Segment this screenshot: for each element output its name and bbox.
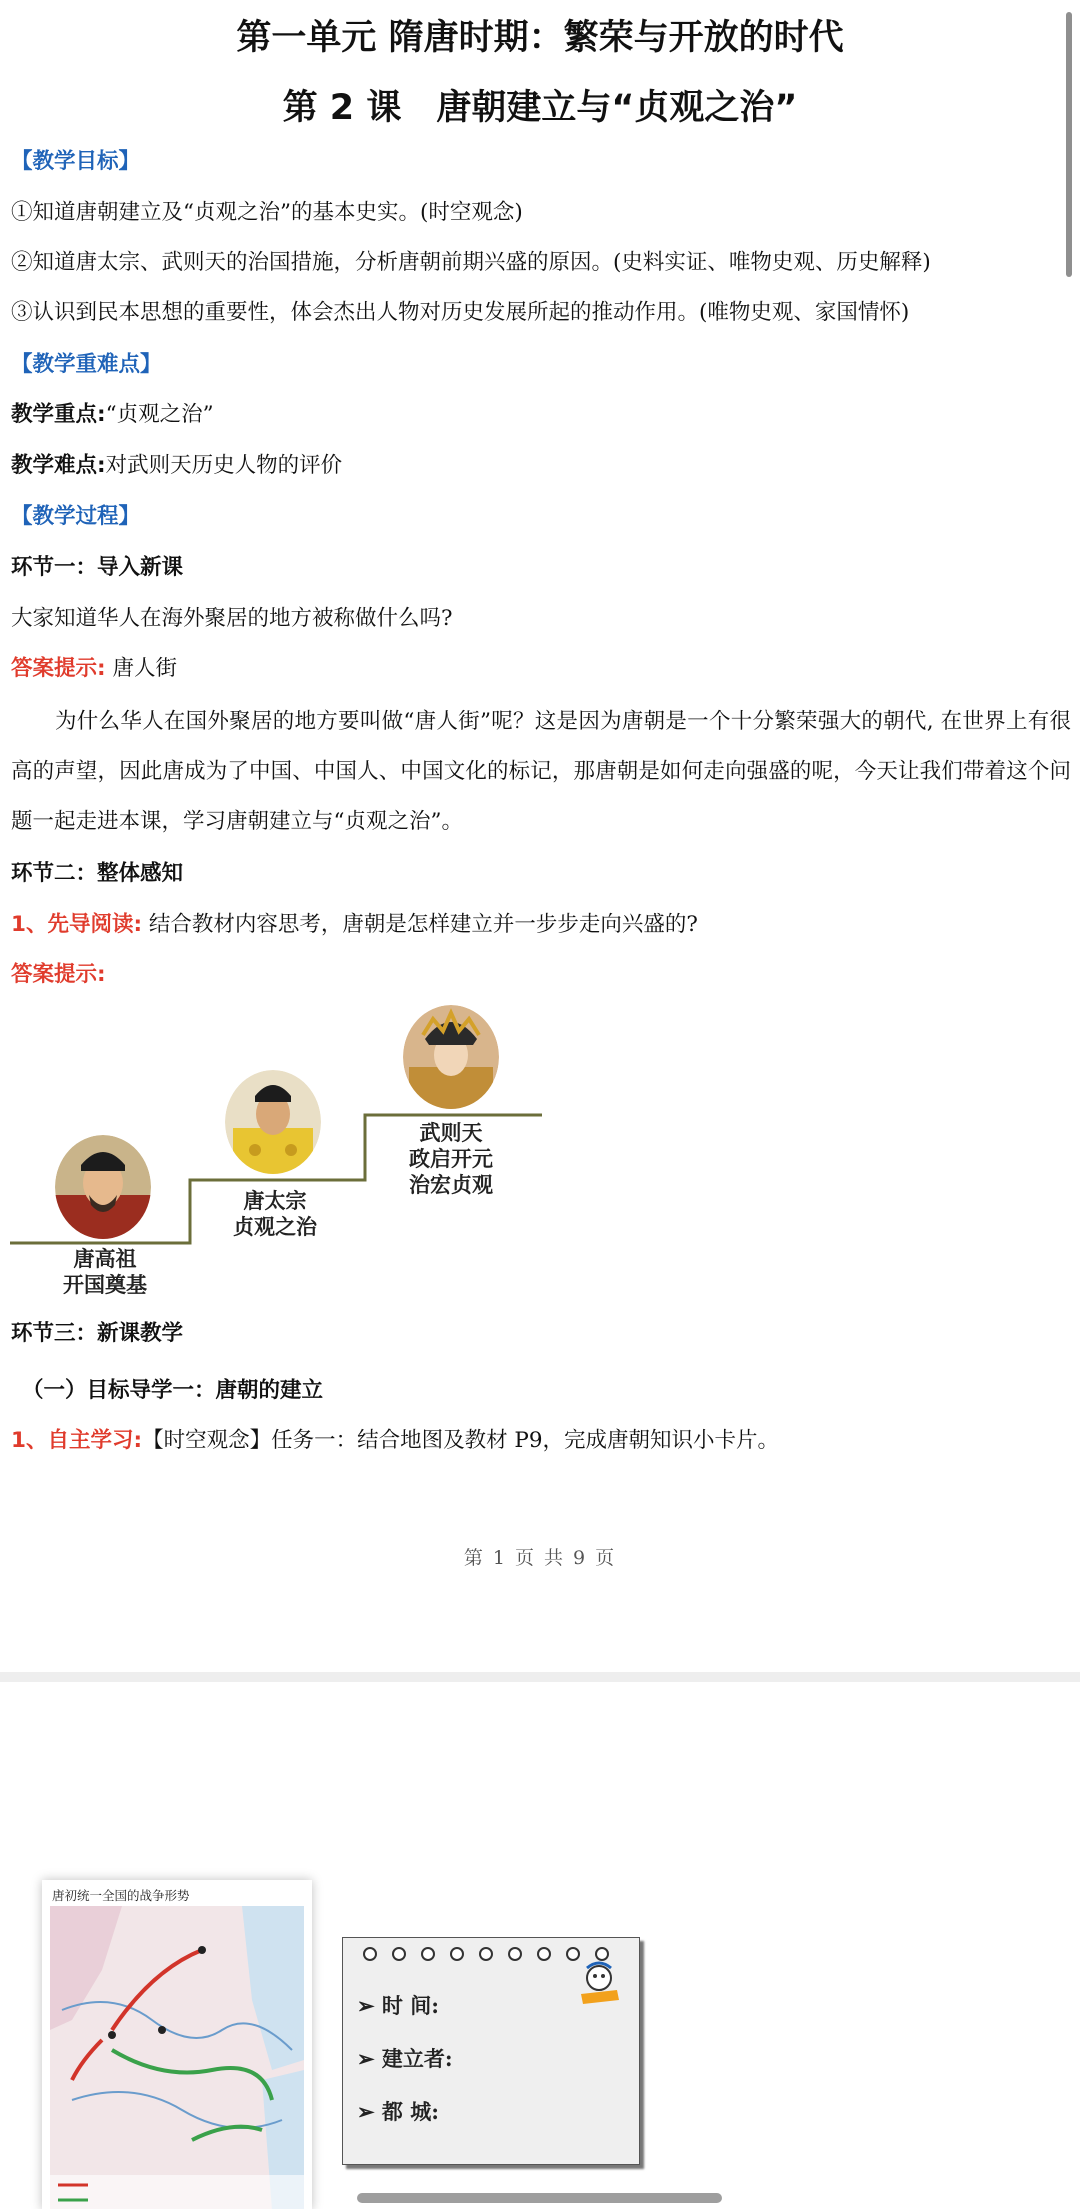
lesson-title: 第 2 课 唐朝建立与“贞观之治”	[282, 88, 798, 128]
reading-text: 结合教材内容思考，唐朝是怎样建立并一步步走向兴盛的?	[148, 912, 698, 937]
card-field-capital: ➢ 都 城:	[357, 2099, 439, 2124]
tang-knowledge-card	[342, 1937, 640, 2165]
intro-paragraph: 为什么华人在国外聚居的地方要叫做“唐人街”呢？这是因为唐朝是一个十分繁荣强大的朝代, 在世界上有很高的声望，因此唐成为了中国、中国人、中国文化的标记，那唐朝是如何走向强盛的呢，今天让我们带着这个问题一起走进本课，学习唐朝建立与“贞观之治”。	[11, 709, 1071, 834]
card-field-founder: ➢ 建立者:	[357, 2046, 453, 2071]
tang-taizong-portrait	[225, 1070, 321, 1174]
gaozu-caption	[50, 1246, 160, 1298]
tang-unification-map	[42, 1880, 312, 2209]
wuzetian-caption	[396, 1120, 506, 1198]
objective-item-1: ①知道唐朝建立及“贞观之治”的基本史实。(时空观念)	[11, 200, 523, 225]
self-study-line	[11, 1426, 779, 1456]
card-field-time: ➢ 时 间:	[357, 1993, 439, 2018]
taizong-caption	[220, 1188, 330, 1240]
page-separator	[0, 1672, 1080, 1682]
gaozu-desc: 开国奠基	[63, 1272, 147, 1297]
taizong-desc: 贞观之治	[233, 1214, 317, 1239]
objectives-heading: 【教学目标】	[11, 149, 141, 174]
card-field-time-label: 时 间:	[381, 1993, 439, 2018]
emperor-staircase-figure	[10, 1000, 550, 1310]
focus-label: 教学重点:	[11, 402, 106, 427]
reading-line	[11, 910, 698, 940]
focus-line	[11, 400, 214, 430]
gaozu-name: 唐高祖	[73, 1246, 137, 1271]
process-heading: 【教学过程】	[11, 504, 141, 529]
home-indicator[interactable]	[357, 2193, 722, 2203]
page-footer: 第 1 页 共 9 页	[463, 1547, 617, 1569]
wuzetian-desc-1: 政启开元	[409, 1146, 493, 1171]
target1-heading: （一）目标导学一：唐朝的建立	[22, 1378, 324, 1403]
objective-item-2: ②知道唐太宗、武则天的治国措施，分析唐朝前期兴盛的原因。(史料实证、唯物史观、历史解释)	[11, 250, 931, 275]
taizong-name: 唐太宗	[243, 1188, 307, 1213]
reading-label: 1、先导阅读:	[11, 912, 143, 937]
difficulty-label: 教学难点:	[11, 453, 106, 478]
step3-heading: 环节三：新课教学	[11, 1321, 184, 1346]
wuzetian-name: 武则天	[419, 1120, 483, 1145]
card-field-founder-label: 建立者:	[381, 2046, 453, 2071]
wuzetian-desc-2: 治宏贞观	[409, 1172, 493, 1197]
difficulty-text: 对武则天历史人物的评价	[105, 453, 343, 478]
vertical-scrollbar[interactable]	[1066, 12, 1072, 277]
answer-label: 答案提示:	[11, 656, 106, 681]
keypoints-heading: 【教学重难点】	[11, 352, 162, 377]
self-study-text: 【时空观念】任务一：结合地图及教材 P9，完成唐朝知识小卡片。	[142, 1428, 780, 1453]
step2-heading: 环节二：整体感知	[11, 861, 184, 886]
question-1: 大家知道华人在海外聚居的地方被称做什么吗?	[11, 606, 453, 631]
cartoon-reading-icon	[571, 1960, 631, 2010]
unit-title: 第一单元 隋唐时期：繁荣与开放的时代	[236, 18, 844, 58]
map-drawing	[42, 1880, 312, 2209]
map-title: 唐初统一全国的战争形势	[52, 1888, 190, 1903]
answer-line-1	[11, 654, 177, 684]
tang-gaozu-portrait	[55, 1135, 151, 1239]
objective-item-3: ③认识到民本思想的重要性，体会杰出人物对历史发展所起的推动作用。(唯物史观、家国情怀)	[11, 300, 910, 325]
difficulty-line	[11, 451, 342, 481]
self-study-label: 1、自主学习:	[11, 1428, 143, 1453]
wu-zetian-portrait	[403, 1005, 499, 1109]
focus-text: “贞观之治”	[105, 402, 214, 427]
answer-label-2: 答案提示:	[11, 962, 106, 987]
card-field-capital-label: 都 城:	[381, 2099, 439, 2124]
step1-heading: 环节一：导入新课	[11, 555, 184, 580]
answer-text: 唐人街	[112, 656, 177, 681]
